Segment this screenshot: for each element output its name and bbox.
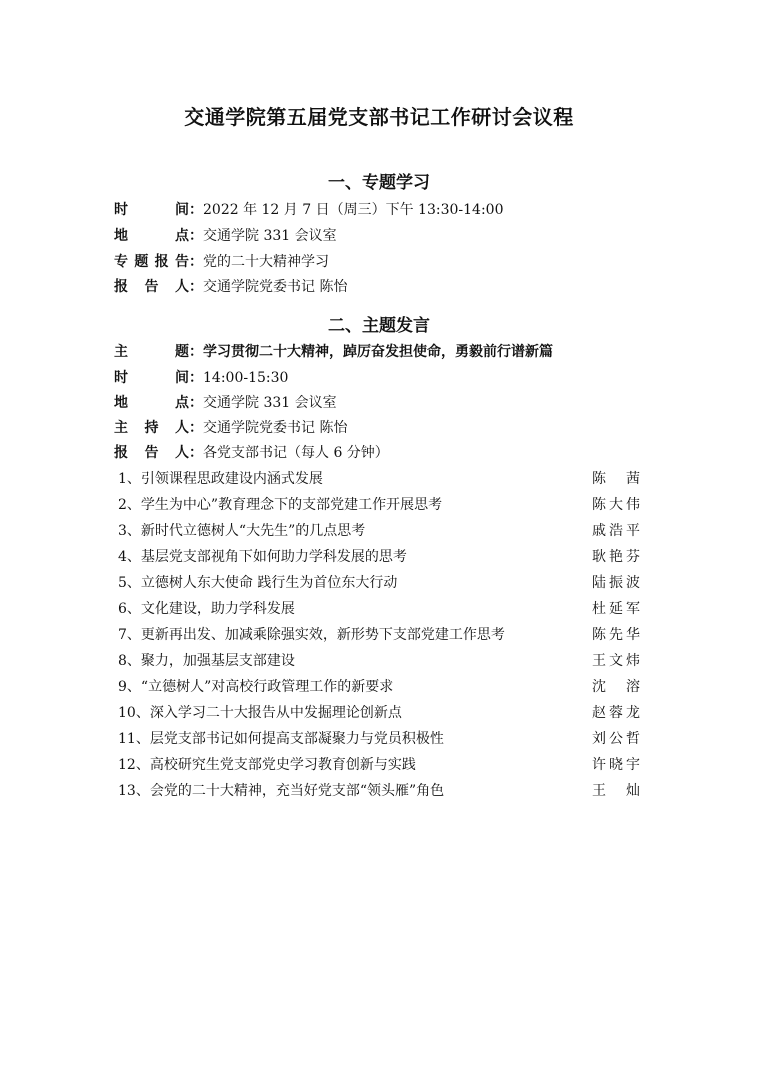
field-location bbox=[114, 226, 337, 246]
field-label: 时间 bbox=[114, 202, 189, 218]
agenda-item bbox=[118, 625, 640, 645]
agenda-topic: 8、聚力，加强基层支部建设 bbox=[118, 653, 295, 669]
agenda-topic: 9、“立德树人”对高校行政管理工作的新要求 bbox=[118, 679, 394, 695]
field-colon: ： bbox=[189, 228, 203, 244]
agenda-item bbox=[118, 703, 640, 723]
agenda-item bbox=[118, 599, 640, 619]
agenda-speaker: 许晓宇 bbox=[592, 757, 640, 773]
field-value: 14:00-15:30 bbox=[203, 370, 289, 386]
agenda-speaker: 陆振波 bbox=[592, 575, 640, 591]
agenda-speaker: 杜延军 bbox=[592, 601, 640, 617]
field-label: 主题 bbox=[114, 344, 189, 360]
field-value: 交通学院党委书记 陈怡 bbox=[203, 420, 348, 436]
agenda-speaker: 陈茜 bbox=[592, 471, 640, 487]
agenda-item bbox=[118, 469, 640, 489]
field-reporter bbox=[114, 443, 389, 463]
field-time bbox=[114, 200, 503, 220]
agenda-item bbox=[118, 729, 640, 749]
field-colon: ： bbox=[189, 279, 203, 295]
agenda-item bbox=[118, 521, 640, 541]
section-heading-speeches: 二、主题发言 bbox=[328, 316, 430, 336]
agenda-speaker: 戚浩平 bbox=[592, 523, 640, 539]
field-label: 报告人 bbox=[114, 279, 189, 295]
agenda-topic: 1、引领课程思政建设内涵式发展 bbox=[118, 471, 323, 487]
field-colon: ： bbox=[189, 395, 203, 411]
field-special-report bbox=[114, 252, 329, 272]
field-label: 专题报告 bbox=[114, 254, 189, 270]
agenda-topic: 12、高校研究生党支部党史学习教育创新与实践 bbox=[118, 757, 416, 773]
field-location bbox=[114, 393, 337, 413]
agenda-item bbox=[118, 677, 640, 697]
field-colon: ： bbox=[189, 254, 203, 270]
agenda-speaker: 王文炜 bbox=[592, 653, 640, 669]
field-label: 报告人 bbox=[114, 445, 189, 461]
field-label: 时间 bbox=[114, 370, 189, 386]
document-title: 交通学院第五届党支部书记工作研讨会议程 bbox=[184, 105, 574, 129]
field-colon: ： bbox=[189, 420, 203, 436]
agenda-topic: 11、层党支部书记如何提高支部凝聚力与党员积极性 bbox=[118, 731, 444, 747]
field-time bbox=[114, 368, 288, 388]
field-value: 学习贯彻二十大精神，踔厉奋发担使命，勇毅前行谱新篇 bbox=[203, 344, 553, 360]
agenda-speaker: 陈先华 bbox=[592, 627, 640, 643]
agenda-item bbox=[118, 573, 640, 593]
agenda-item bbox=[118, 781, 640, 801]
agenda-item bbox=[118, 755, 640, 775]
field-value: 交通学院 331 会议室 bbox=[203, 228, 337, 244]
field-colon: ： bbox=[189, 344, 203, 360]
agenda-speaker: 耿艳芬 bbox=[592, 549, 640, 565]
agenda-speaker: 刘公哲 bbox=[592, 731, 640, 747]
agenda-speaker: 陈大伟 bbox=[592, 497, 640, 513]
field-colon: ： bbox=[189, 445, 203, 461]
field-label: 地点 bbox=[114, 228, 189, 244]
agenda-speaker: 赵蓉龙 bbox=[592, 705, 640, 721]
field-reporter bbox=[114, 277, 347, 297]
field-host bbox=[114, 418, 347, 438]
field-value: 党的二十大精神学习 bbox=[203, 254, 329, 270]
field-value: 交通学院党委书记 陈怡 bbox=[203, 279, 348, 295]
agenda-topic: 13、会党的二十大精神，充当好党支部“领头雁”角色 bbox=[118, 783, 445, 799]
field-label: 主持人 bbox=[114, 420, 189, 436]
agenda-item bbox=[118, 651, 640, 671]
agenda-speaker: 沈溶 bbox=[592, 679, 640, 695]
field-colon: ： bbox=[189, 202, 203, 218]
agenda-speaker: 王灿 bbox=[592, 783, 640, 799]
section-heading-study: 一、专题学习 bbox=[328, 173, 430, 193]
field-value: 交通学院 331 会议室 bbox=[203, 395, 337, 411]
agenda-topic: 4、基层党支部视角下如何助力学科发展的思考 bbox=[118, 549, 407, 565]
agenda-topic: 7、更新再出发、加减乘除强实效，新形势下支部党建工作思考 bbox=[118, 627, 505, 643]
agenda-topic: 2、学生为中心”教育理念下的支部党建工作开展思考 bbox=[118, 497, 443, 513]
field-theme bbox=[114, 342, 553, 362]
agenda-topic: 6、文化建设，助力学科发展 bbox=[118, 601, 295, 617]
field-colon: ： bbox=[189, 370, 203, 386]
agenda-topic: 5、立德树人东大使命 践行生为首位东大行动 bbox=[118, 575, 398, 591]
agenda-item bbox=[118, 547, 640, 567]
agenda-topic: 3、新时代立德树人“大先生”的几点思考 bbox=[118, 523, 366, 539]
field-value: 2022 年 12 月 7 日（周三）下午 13:30-14:00 bbox=[203, 202, 504, 218]
field-label: 地点 bbox=[114, 395, 189, 411]
agenda-topic: 10、深入学习二十大报告从中发掘理论创新点 bbox=[118, 705, 402, 721]
field-value: 各党支部书记（每人 6 分钟） bbox=[203, 445, 389, 461]
agenda-item bbox=[118, 495, 640, 515]
